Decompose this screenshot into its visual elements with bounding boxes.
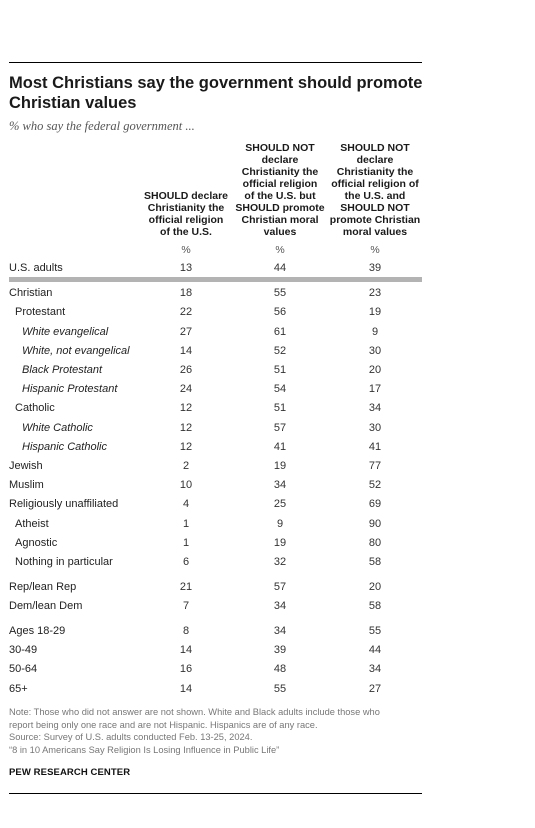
table-row (0, 622, 430, 641)
data-label: 22 (179, 305, 193, 318)
data-label: 69 (368, 497, 382, 510)
column-header-line: moral values (342, 226, 408, 238)
data-label: 34 (368, 401, 382, 414)
data-label: 34 (368, 662, 382, 675)
column-header-line: official religion (242, 178, 318, 190)
column-header-2 (225, 142, 335, 238)
row-label: 65+ (9, 682, 28, 695)
data-label: 41 (368, 440, 382, 453)
data-label: 18 (179, 286, 193, 299)
table-row (0, 303, 430, 322)
data-label: 57 (273, 580, 287, 593)
data-label: 57 (273, 421, 287, 434)
data-label: 39 (368, 261, 382, 274)
column-header-line: of the U.S. (160, 226, 212, 238)
data-label: 51 (273, 401, 287, 414)
data-label: 34 (273, 599, 287, 612)
table-row (0, 457, 430, 476)
brand-label: PEW RESEARCH CENTER (9, 767, 131, 778)
data-label: 44 (273, 261, 287, 274)
column-header-line: SHOULD NOT (245, 142, 315, 154)
data-label: 24 (179, 382, 193, 395)
table-row (0, 361, 430, 380)
column-header-line: promote Christian (329, 214, 421, 226)
data-label: 52 (368, 478, 382, 491)
data-label: 90 (368, 517, 382, 530)
data-label: 34 (273, 478, 287, 491)
table-row (0, 476, 430, 495)
data-label: 7 (182, 599, 190, 612)
data-label: 30 (368, 344, 382, 357)
row-label: U.S. adults (9, 261, 63, 274)
column-header-line: Christianity the (336, 166, 414, 178)
table-row (0, 259, 430, 278)
row-label: Catholic (15, 401, 55, 414)
column-header-3 (320, 142, 430, 238)
column-header-line: Christian moral (241, 214, 319, 226)
row-label: 30-49 (9, 643, 38, 656)
data-label: 9 (371, 325, 379, 338)
data-label: 32 (273, 555, 287, 568)
data-label: 26 (179, 363, 193, 376)
chart-subtitle: % who say the federal government ... (9, 119, 195, 133)
table-row (0, 323, 430, 342)
table-row (0, 534, 430, 553)
data-label: 55 (368, 624, 382, 637)
table-row (0, 515, 430, 534)
row-label: White, not evangelical (22, 344, 130, 357)
data-label: 34 (273, 624, 287, 637)
data-label: 58 (368, 599, 382, 612)
table-row (0, 597, 430, 616)
column-header-line: Christianity the (241, 166, 319, 178)
data-label: 19 (368, 305, 382, 318)
column-header-line: declare (261, 154, 299, 166)
data-label: 19 (273, 459, 287, 472)
data-label: 27 (368, 682, 382, 695)
table-row (0, 342, 430, 361)
data-label: 1 (182, 536, 190, 549)
data-label: 80 (368, 536, 382, 549)
table-row (0, 578, 430, 597)
row-label: Hispanic Catholic (22, 440, 107, 453)
column-header-line: official religion of (331, 178, 419, 190)
column-header-line: declare (356, 154, 394, 166)
column-header-line: SHOULD promote (235, 202, 325, 214)
chart-title: Most Christians say the government should promote Christian values (9, 74, 423, 112)
row-label: Nothing in particular (15, 555, 113, 568)
table-row (0, 495, 430, 514)
data-label: 8 (182, 624, 190, 637)
data-label: 19 (273, 536, 287, 549)
column-header-line: Christianity the (147, 202, 225, 214)
data-label: 77 (368, 459, 382, 472)
data-label: 13 (179, 261, 193, 274)
data-label: 2 (182, 459, 190, 472)
row-label: Dem/lean Dem (9, 599, 83, 612)
row-label: Agnostic (15, 536, 58, 549)
data-label: 44 (368, 643, 382, 656)
row-label: Black Protestant (22, 363, 103, 376)
table-row (0, 284, 430, 303)
unit-label: % (370, 244, 380, 256)
row-label: Atheist (15, 517, 49, 530)
data-label: 58 (368, 555, 382, 568)
note-line: report being only one race and are not Hispanic. Hispanics are of any race. (9, 719, 318, 730)
data-label: 56 (273, 305, 287, 318)
data-label: 12 (179, 440, 193, 453)
data-label: 39 (273, 643, 287, 656)
note-line: Note: Those who did not answer are not shown. White and Black adults include those who (9, 707, 380, 717)
row-label: Rep/lean Rep (9, 580, 77, 593)
data-label: 14 (179, 643, 193, 656)
data-label: 16 (179, 662, 193, 675)
data-label: 61 (273, 325, 287, 338)
data-label: 48 (273, 662, 287, 675)
row-label: Protestant (15, 305, 66, 318)
top-rule (9, 62, 422, 63)
data-label: 17 (368, 382, 382, 395)
data-label: 27 (179, 325, 193, 338)
bottom-rule (9, 793, 422, 794)
data-label: 51 (273, 363, 287, 376)
column-header-line: values (263, 226, 297, 238)
notes (9, 706, 419, 756)
column-header-line: official religion (148, 214, 224, 226)
row-label: Muslim (9, 478, 44, 491)
data-label: 12 (179, 421, 193, 434)
data-label: 55 (273, 286, 287, 299)
data-label: 30 (368, 421, 382, 434)
column-header-line: SHOULD NOT (340, 142, 410, 154)
us-adults-separator (9, 277, 422, 282)
table-row (0, 680, 430, 699)
table-row (0, 641, 430, 660)
row-label: Jewish (9, 459, 43, 472)
table-row (0, 380, 430, 399)
table-row (0, 399, 430, 418)
row-label: White evangelical (22, 325, 109, 338)
column-header-line: the U.S. and (344, 190, 406, 202)
data-label: 54 (273, 382, 287, 395)
data-label: 25 (273, 497, 287, 510)
data-label: 52 (273, 344, 287, 357)
unit-label: % (181, 244, 191, 256)
data-label: 14 (179, 682, 193, 695)
data-label: 14 (179, 344, 193, 357)
unit-label: % (275, 244, 285, 256)
data-label: 21 (179, 580, 193, 593)
report-title-line: “8 in 10 Americans Say Religion Is Losing Influence in Public Life” (9, 744, 280, 755)
data-label: 4 (182, 497, 190, 510)
column-header-line: SHOULD NOT (340, 202, 410, 214)
data-label: 55 (273, 682, 287, 695)
row-label: Christian (9, 286, 53, 299)
data-label: 1 (182, 517, 190, 530)
table-row (0, 438, 430, 457)
data-label: 20 (368, 363, 382, 376)
data-label: 9 (276, 517, 284, 530)
data-label: 10 (179, 478, 193, 491)
table-row (0, 419, 430, 438)
table-row (0, 553, 430, 572)
row-label: 50-64 (9, 662, 38, 675)
data-label: 23 (368, 286, 382, 299)
row-label: Hispanic Protestant (22, 382, 118, 395)
column-header-line: SHOULD declare (143, 190, 229, 202)
data-label: 41 (273, 440, 287, 453)
source-line: Source: Survey of U.S. adults conducted Feb. 13-25, 2024. (9, 732, 253, 742)
row-label: Religiously unaffiliated (9, 497, 119, 510)
data-label: 6 (182, 555, 190, 568)
row-label: White Catholic (22, 421, 93, 434)
data-label: 20 (368, 580, 382, 593)
table-row (0, 660, 430, 679)
column-header-line: of the U.S. but (244, 190, 316, 202)
row-label: Ages 18-29 (9, 624, 66, 637)
data-label: 12 (179, 401, 193, 414)
